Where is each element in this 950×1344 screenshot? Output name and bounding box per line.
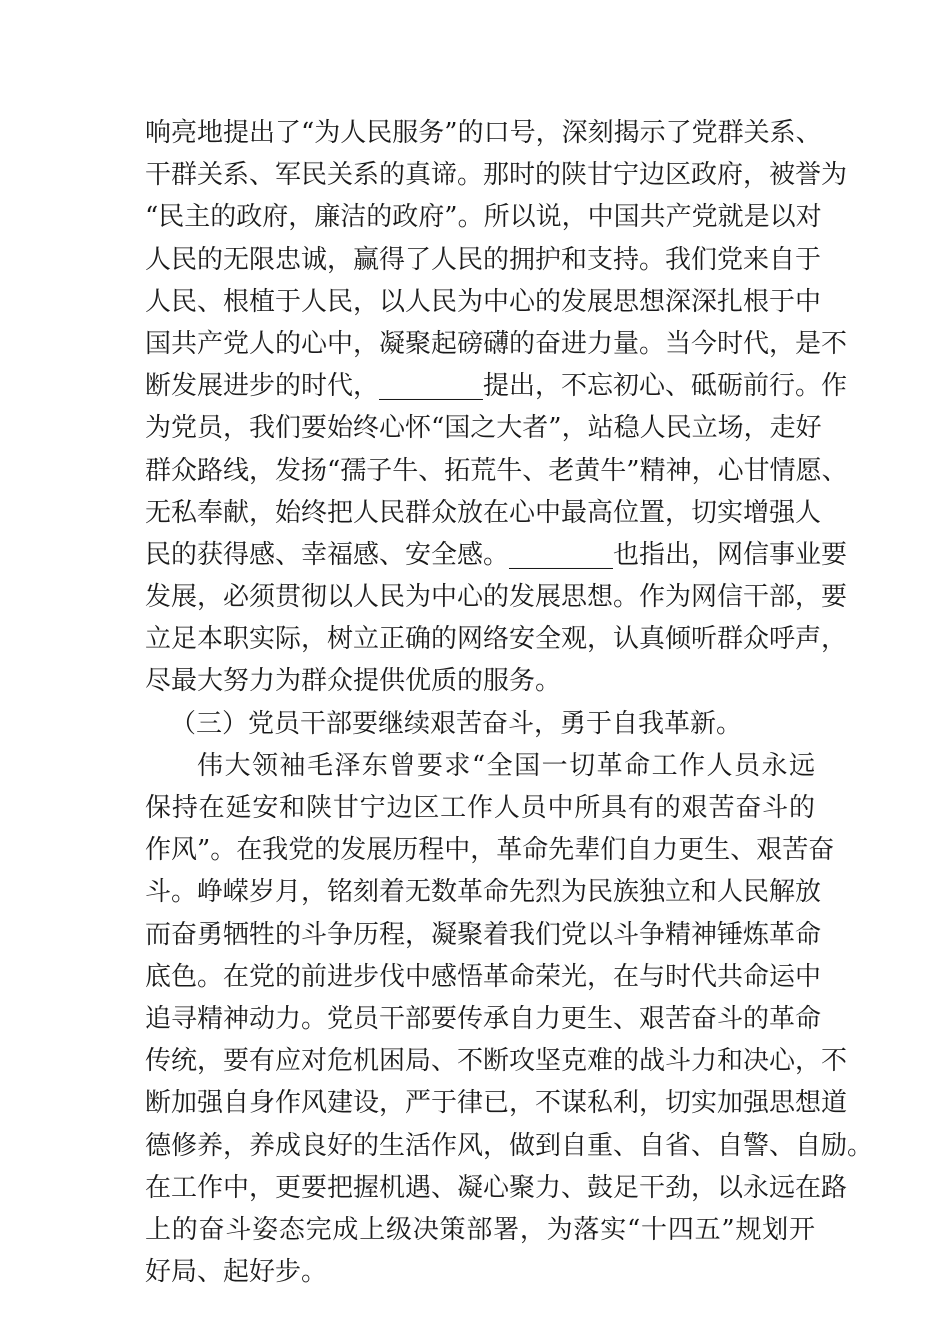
paragraph-line: 人民的无限忠诚，赢得了人民的拥护和支持。我们党来自于 bbox=[145, 244, 822, 275]
paragraph-line: 民的获得感、幸福感、安全感。________也指出，网信事业要 bbox=[145, 539, 848, 570]
paragraph-line: 无私奉献，始终把人民群众放在心中最高位置，切实增强人 bbox=[145, 497, 822, 528]
paragraph-line: 尽最大努力为群众提供优质的服务。 bbox=[145, 666, 562, 697]
paragraph-line: “民主的政府，廉洁的政府”。所以说，中国共产党就是以对 bbox=[145, 202, 822, 233]
paragraph-line: 德修养，养成良好的生活作风，做到自重、自省、自警、自励。 bbox=[145, 1130, 874, 1161]
paragraph-line: 发展，必须贯彻以人民为中心的发展思想。作为网信干部，要 bbox=[145, 582, 848, 613]
paragraph-line: 国共产党人的心中，凝聚起磅礴的奋进力量。当今时代，是不 bbox=[145, 328, 848, 359]
paragraph-line: 伟大领袖毛泽东曾要求“全国一切革命工作人员永远 bbox=[197, 750, 815, 781]
document-body bbox=[145, 112, 874, 1293]
paragraph-line: 群众路线，发扬“孺子牛、拓荒牛、老黄牛”精神，心甘情愿、 bbox=[145, 455, 848, 486]
paragraph-line: 底色。在党的前进步伐中感悟革命荣光，在与时代共命运中 bbox=[145, 961, 822, 992]
paragraph-line: 立足本职实际，树立正确的网络安全观，认真倾听群众呼声， bbox=[145, 624, 848, 655]
paragraph-line: 而奋勇牺牲的斗争历程，凝聚着我们党以斗争精神锤炼革命 bbox=[145, 919, 822, 950]
section-heading: （三）党员干部要继续艰苦奋斗，勇于自我革新。 bbox=[170, 708, 743, 739]
paragraph-line: 追寻精神动力。党员干部要传承自力更生、艰苦奋斗的革命 bbox=[145, 1003, 822, 1034]
paragraph-line: 作风”。在我党的发展历程中，革命先辈们自力更生、艰苦奋 bbox=[145, 835, 835, 866]
paragraph-line: 斗。峥嵘岁月，铭刻着无数革命先烈为民族独立和人民解放 bbox=[145, 877, 822, 908]
paragraph-line: 断发展进步的时代，________提出，不忘初心、砥砺前行。作 bbox=[145, 371, 848, 402]
paragraph-line: 在工作中，更要把握机遇、凝心聚力、鼓足干劲，以永远在路 bbox=[145, 1172, 848, 1203]
paragraph-line: 保持在延安和陕甘宁边区工作人员中所具有的艰苦奋斗的 bbox=[145, 793, 815, 823]
paragraph-line: 干群关系、军民关系的真谛。那时的陕甘宁边区政府，被誉为 bbox=[145, 160, 848, 191]
paragraph-line: 好局、起好步。 bbox=[145, 1257, 328, 1288]
paragraph-line: 断加强自身作风建设，严于律已，不谋私利，切实加强思想道 bbox=[145, 1088, 848, 1119]
paragraph-line: 人民、根植于人民，以人民为中心的发展思想深深扎根于中 bbox=[145, 286, 822, 317]
paragraph-line: 上的奋斗姿态完成上级决策部署，为落实“十四五”规划开 bbox=[145, 1214, 815, 1245]
paragraph-line: 为党员，我们要始终心怀“国之大者”，站稳人民立场，走好 bbox=[145, 413, 822, 444]
paragraph-line: 响亮地提出了“为人民服务”的口号，深刻揭示了党群关系、 bbox=[145, 118, 822, 148]
paragraph-line: 传统，要有应对危机困局、不断攻坚克难的战斗力和决心，不 bbox=[145, 1046, 848, 1077]
